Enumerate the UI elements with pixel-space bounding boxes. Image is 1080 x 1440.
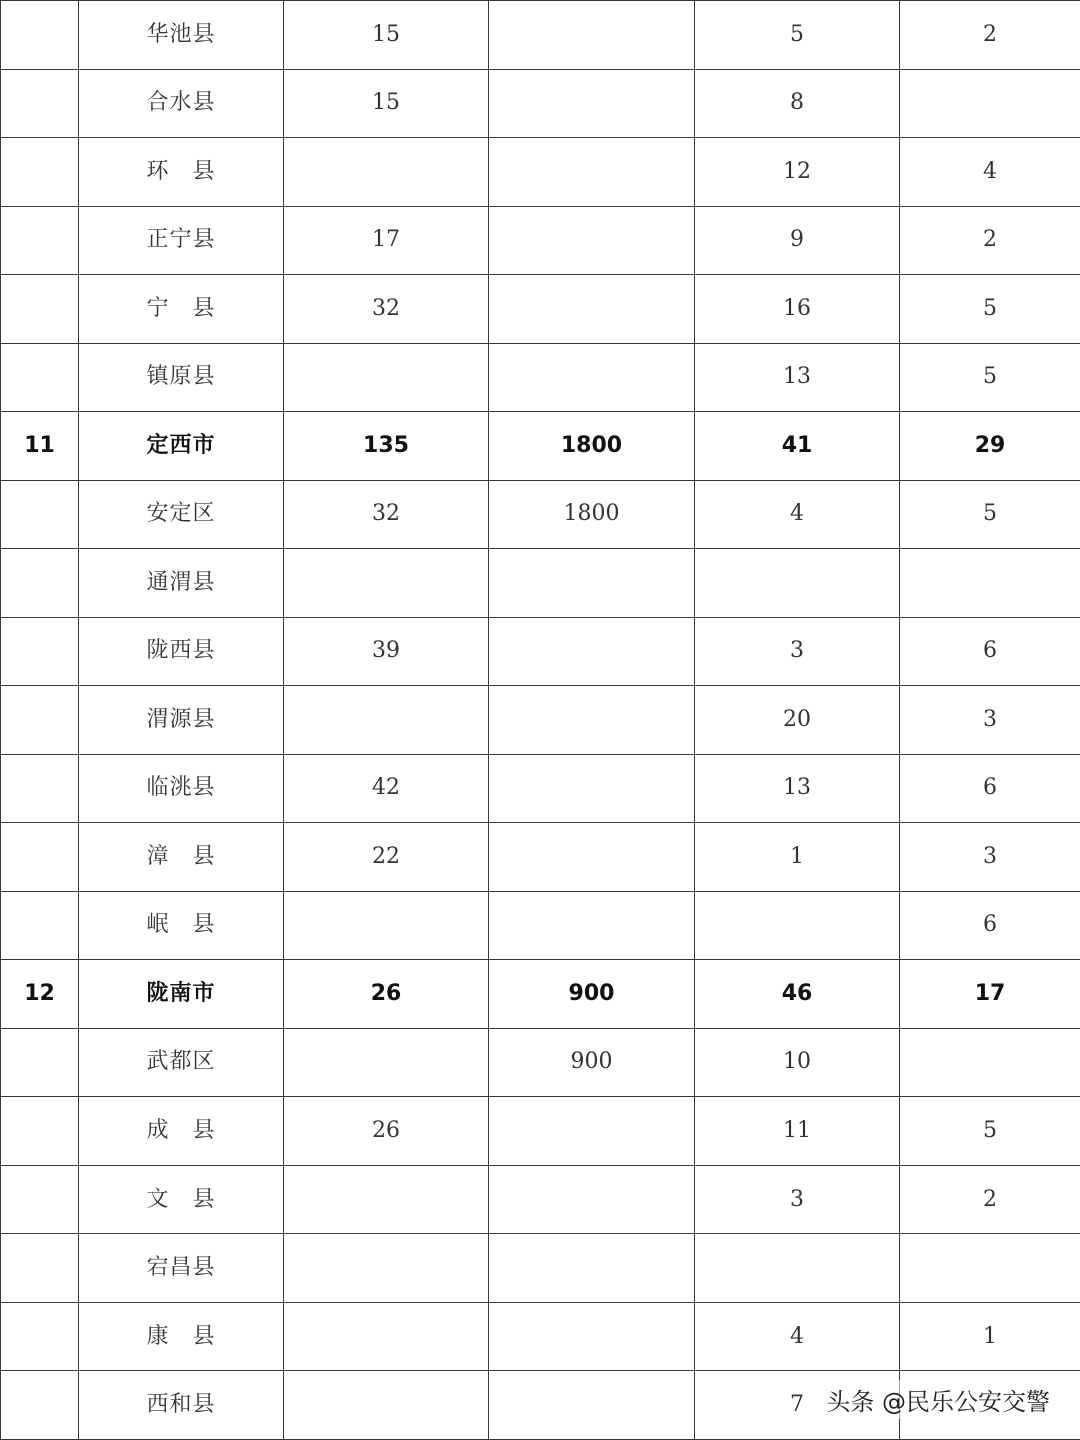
value-cell-4: 6 xyxy=(900,617,1080,686)
value-cell-3: 3 xyxy=(695,617,900,686)
value-cell-2 xyxy=(489,1097,695,1166)
region-name-cell: 华池县 xyxy=(79,1,284,70)
value-cell-4: 5 xyxy=(900,480,1080,549)
value-cell-1: 135 xyxy=(284,412,489,481)
region-name-cell: 环 县 xyxy=(79,138,284,207)
value-cell-2: 1800 xyxy=(489,412,695,481)
value-cell-1: 15 xyxy=(284,69,489,138)
value-cell-1: 22 xyxy=(284,823,489,892)
value-cell-3: 11 xyxy=(695,1097,900,1166)
value-cell-3: 8 xyxy=(695,69,900,138)
table-row xyxy=(1,1028,1080,1097)
value-cell-1: 32 xyxy=(284,275,489,344)
value-cell-4: 17 xyxy=(900,960,1080,1029)
summary-row xyxy=(1,960,1080,1029)
value-cell-2 xyxy=(489,686,695,755)
value-cell-2 xyxy=(489,1234,695,1303)
table-row xyxy=(1,754,1080,823)
region-name-cell: 定西市 xyxy=(79,412,284,481)
table-row xyxy=(1,1234,1080,1303)
region-name-cell: 岷 县 xyxy=(79,891,284,960)
value-cell-4: 4 xyxy=(900,138,1080,207)
value-cell-3 xyxy=(695,891,900,960)
row-number-cell: 11 xyxy=(1,412,79,481)
value-cell-2 xyxy=(489,138,695,207)
value-cell-4: 5 xyxy=(900,275,1080,344)
value-cell-4: 1 xyxy=(900,1302,1080,1371)
value-cell-1: 17 xyxy=(284,206,489,275)
value-cell-1: 15 xyxy=(284,1,489,70)
value-cell-2 xyxy=(489,754,695,823)
value-cell-2 xyxy=(489,823,695,892)
value-cell-1 xyxy=(284,138,489,207)
value-cell-1: 26 xyxy=(284,1097,489,1166)
region-name-cell: 漳 县 xyxy=(79,823,284,892)
region-name-cell: 宁 县 xyxy=(79,275,284,344)
table-row xyxy=(1,617,1080,686)
region-name-cell: 成 县 xyxy=(79,1097,284,1166)
row-number-cell xyxy=(1,549,79,618)
value-cell-4: 5 xyxy=(900,343,1080,412)
value-cell-2 xyxy=(489,343,695,412)
value-cell-3: 12 xyxy=(695,138,900,207)
region-name-cell: 西和县 xyxy=(79,1371,284,1440)
value-cell-1 xyxy=(284,686,489,755)
value-cell-1 xyxy=(284,1371,489,1440)
value-cell-2 xyxy=(489,69,695,138)
value-cell-3: 9 xyxy=(695,206,900,275)
value-cell-3: 5 xyxy=(695,1,900,70)
row-number-cell xyxy=(1,1165,79,1234)
row-number-cell xyxy=(1,1028,79,1097)
region-name-cell: 宕昌县 xyxy=(79,1234,284,1303)
table-row xyxy=(1,1165,1080,1234)
value-cell-4: 3 xyxy=(900,686,1080,755)
region-name-cell: 文 县 xyxy=(79,1165,284,1234)
value-cell-2 xyxy=(489,1,695,70)
value-cell-1 xyxy=(284,1302,489,1371)
region-name-cell: 镇原县 xyxy=(79,343,284,412)
value-cell-4: 2 xyxy=(900,1,1080,70)
value-cell-3: 20 xyxy=(695,686,900,755)
value-cell-1: 32 xyxy=(284,480,489,549)
region-name-cell: 临洮县 xyxy=(79,754,284,823)
table-row xyxy=(1,686,1080,755)
table-row xyxy=(1,1302,1080,1371)
table-row xyxy=(1,1,1080,70)
row-number-cell xyxy=(1,617,79,686)
table-row xyxy=(1,275,1080,344)
value-cell-2 xyxy=(489,1371,695,1440)
region-name-cell: 正宁县 xyxy=(79,206,284,275)
value-cell-1: 42 xyxy=(284,754,489,823)
row-number-cell xyxy=(1,754,79,823)
value-cell-1 xyxy=(284,343,489,412)
watermark: 头条 @民乐公安交警 xyxy=(822,1380,1054,1419)
value-cell-1 xyxy=(284,1028,489,1097)
value-cell-2: 1800 xyxy=(489,480,695,549)
table-row xyxy=(1,69,1080,138)
value-cell-2 xyxy=(489,617,695,686)
value-cell-2 xyxy=(489,1165,695,1234)
value-cell-3 xyxy=(695,549,900,618)
region-name-cell: 安定区 xyxy=(79,480,284,549)
value-cell-2: 900 xyxy=(489,960,695,1029)
value-cell-3: 4 xyxy=(695,480,900,549)
row-number-cell xyxy=(1,343,79,412)
value-cell-4 xyxy=(900,1234,1080,1303)
value-cell-1 xyxy=(284,891,489,960)
value-cell-4: 3 xyxy=(900,823,1080,892)
row-number-cell xyxy=(1,275,79,344)
value-cell-4: 29 xyxy=(900,412,1080,481)
value-cell-3: 46 xyxy=(695,960,900,1029)
value-cell-1 xyxy=(284,1165,489,1234)
value-cell-3: 13 xyxy=(695,754,900,823)
value-cell-4 xyxy=(900,69,1080,138)
row-number-cell xyxy=(1,1097,79,1166)
row-number-cell: 12 xyxy=(1,960,79,1029)
value-cell-1: 26 xyxy=(284,960,489,1029)
value-cell-4: 6 xyxy=(900,891,1080,960)
value-cell-1: 39 xyxy=(284,617,489,686)
value-cell-4: 2 xyxy=(900,1165,1080,1234)
table-row xyxy=(1,1097,1080,1166)
value-cell-2 xyxy=(489,275,695,344)
value-cell-1 xyxy=(284,1234,489,1303)
row-number-cell xyxy=(1,1234,79,1303)
row-number-cell xyxy=(1,1302,79,1371)
value-cell-1 xyxy=(284,549,489,618)
region-name-cell: 渭源县 xyxy=(79,686,284,755)
row-number-cell xyxy=(1,1371,79,1440)
value-cell-3: 7 xyxy=(695,1371,900,1440)
value-cell-2 xyxy=(489,549,695,618)
table-row xyxy=(1,823,1080,892)
value-cell-3: 4 xyxy=(695,1302,900,1371)
table-row xyxy=(1,891,1080,960)
row-number-cell xyxy=(1,1,79,70)
row-number-cell xyxy=(1,480,79,549)
value-cell-2 xyxy=(489,1302,695,1371)
value-cell-3: 13 xyxy=(695,343,900,412)
value-cell-4: 6 xyxy=(900,754,1080,823)
row-number-cell xyxy=(1,891,79,960)
value-cell-3 xyxy=(695,1234,900,1303)
region-name-cell: 康 县 xyxy=(79,1302,284,1371)
row-number-cell xyxy=(1,823,79,892)
table-row xyxy=(1,206,1080,275)
value-cell-2 xyxy=(489,206,695,275)
row-number-cell xyxy=(1,138,79,207)
table-row xyxy=(1,138,1080,207)
value-cell-3: 41 xyxy=(695,412,900,481)
value-cell-4: 2 xyxy=(900,206,1080,275)
region-name-cell: 陇西县 xyxy=(79,617,284,686)
value-cell-4 xyxy=(900,549,1080,618)
value-cell-4 xyxy=(900,1028,1080,1097)
value-cell-2 xyxy=(489,891,695,960)
region-name-cell: 陇南市 xyxy=(79,960,284,1029)
row-number-cell xyxy=(1,206,79,275)
summary-row xyxy=(1,412,1080,481)
row-number-cell xyxy=(1,69,79,138)
value-cell-3: 1 xyxy=(695,823,900,892)
value-cell-3: 10 xyxy=(695,1028,900,1097)
region-name-cell: 通渭县 xyxy=(79,549,284,618)
row-number-cell xyxy=(1,686,79,755)
value-cell-2: 900 xyxy=(489,1028,695,1097)
value-cell-4: 5 xyxy=(900,1097,1080,1166)
table-row xyxy=(1,480,1080,549)
region-name-cell: 武都区 xyxy=(79,1028,284,1097)
value-cell-3: 3 xyxy=(695,1165,900,1234)
value-cell-3: 16 xyxy=(695,275,900,344)
region-name-cell: 合水县 xyxy=(79,69,284,138)
table-row xyxy=(1,549,1080,618)
table-body xyxy=(1,1,1080,1440)
table-row xyxy=(1,343,1080,412)
